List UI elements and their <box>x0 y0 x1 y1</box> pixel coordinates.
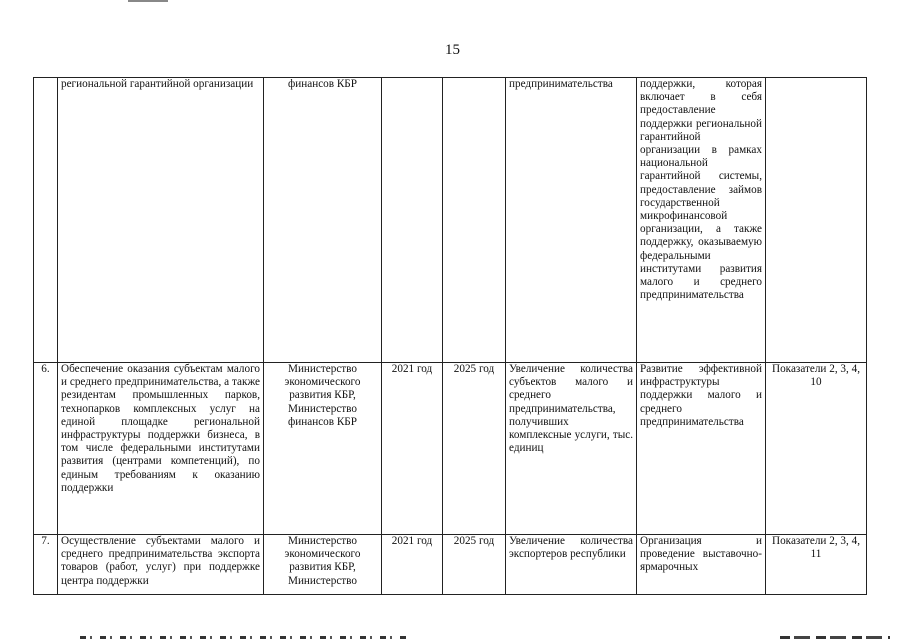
table-row <box>34 535 867 595</box>
event-cell: региональной гарантийной организации <box>58 78 264 363</box>
event-cell: Осуществление субъектами малого и среднего предпринимательства экспорта товаров (работ, услуг) при поддержке центра поддержки <box>58 535 264 595</box>
end-year-cell <box>443 78 506 363</box>
executor-cell: Министерство экономического развития КБР, Министерство финансов КБР <box>264 363 382 535</box>
start-year-cell: 2021 год <box>382 363 443 535</box>
executor-cell: Министерство экономического развития КБР, Министерство <box>264 535 382 595</box>
description-cell: Развитие эффективной инфраструктуры поддержки малого и среднего предпринимательства <box>637 363 766 535</box>
end-year-cell: 2025 год <box>443 535 506 595</box>
row-number <box>34 78 58 363</box>
start-year-cell <box>382 78 443 363</box>
end-year-cell: 2025 год <box>443 363 506 535</box>
row-number: 7. <box>34 535 58 595</box>
indicators-cell: Показатели 2, 3, 4, 10 <box>766 363 867 535</box>
scan-artifact-bottom-left <box>80 636 410 639</box>
description-cell: Организация и проведение выставочно-ярмарочных <box>637 535 766 595</box>
indicators-cell <box>766 78 867 363</box>
measures-table <box>33 77 867 595</box>
event-cell: Обеспечение оказания субъектам малого и среднего предпринимательства, а также резидентам промышленных парков, технопарков комплексных услуг на единой площадке региональной инфраструктуры поддержки бизнеса, в том числе федеральными институтами развития (центрами компетенций), по единым требованиям к оказанию поддержки <box>58 363 264 535</box>
table-row <box>34 363 867 535</box>
result-cell: Увеличение количества экспортеров республики <box>506 535 637 595</box>
row-number: 6. <box>34 363 58 535</box>
indicators-cell: Показатели 2, 3, 4, 11 <box>766 535 867 595</box>
executor-cell: финансов КБР <box>264 78 382 363</box>
start-year-cell: 2021 год <box>382 535 443 595</box>
scan-artifact-top <box>128 0 168 2</box>
scan-artifact-bottom-right <box>780 636 890 639</box>
result-cell: предпринимательства <box>506 78 637 363</box>
result-cell: Увеличение количества субъектов малого и среднего предпринимательства, получивших комплексные услуги, тыс. единиц <box>506 363 637 535</box>
page-number: 15 <box>445 42 460 58</box>
description-cell: поддержки, которая включает в себя предоставление поддержки региональной гарантийной организации в рамках национальной гарантийной системы, предоставление займов государственной микрофинансовой организации, а также поддержку, оказываемую федеральными институтами развития малого и среднего предпринимательства <box>637 78 766 363</box>
table-row <box>34 78 867 363</box>
